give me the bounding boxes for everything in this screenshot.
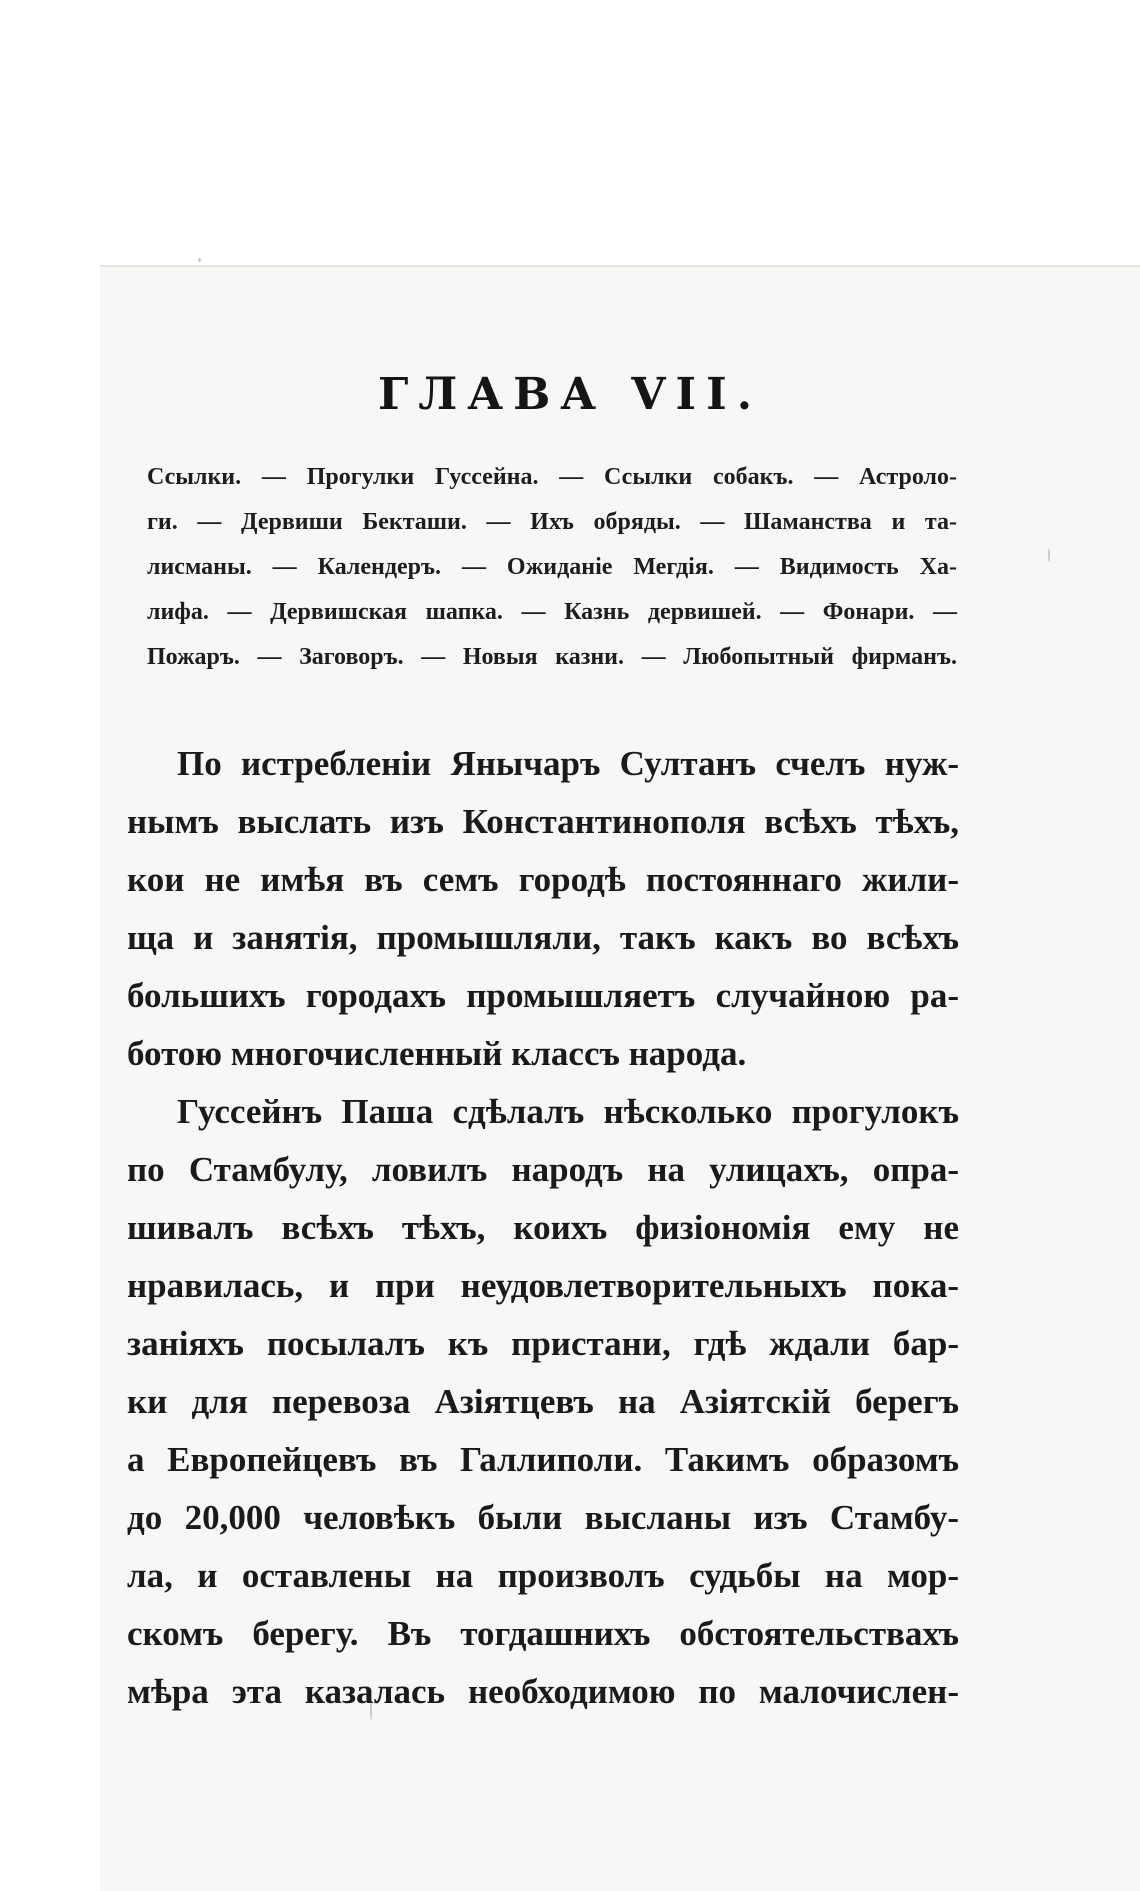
body-line: шивалъ всѣхъ тѣхъ, коихъ физіономія ему не [127, 1208, 959, 1247]
body-line: а Европейцевъ въ Галлиполи. Такимъ образомъ [127, 1440, 959, 1479]
synopsis-line: лифа. — Дервишская шапка. — Казнь дервишей. — Фонари. — [147, 599, 957, 625]
synopsis-line: Ссылки. — Прогулки Гуссейна. — Ссылки собакъ. — Астроло- [147, 464, 957, 490]
scan-speck [198, 258, 201, 262]
body-line: мѣра эта казалась необходимою по малочислен- [127, 1672, 959, 1711]
scan-speck [1048, 548, 1050, 562]
body-line: ла, и оставлены на произволъ судьбы на мор- [127, 1556, 959, 1595]
body-line: нравилась, и при неудовлетворительныхъ пока- [127, 1266, 959, 1305]
body-line: заніяхъ посылалъ къ пристани, гдѣ ждали бар- [127, 1324, 959, 1363]
page-top-edge [100, 265, 1140, 267]
synopsis-line: ги. — Дервиши Бекташи. — Ихъ обряды. — Шаманства и та- [147, 509, 957, 535]
synopsis-line: Пожаръ. — Заговоръ. — Новыя казни. — Любопытный фирманъ. [147, 644, 957, 670]
body-text [127, 735, 959, 1721]
body-line: ща и занятія, промышляли, такъ какъ во всѣхъ [127, 918, 959, 957]
body-line: по Стамбулу, ловилъ народъ на улицахъ, опра- [127, 1150, 959, 1189]
chapter-title: ГЛАВА VII. [377, 369, 763, 421]
body-line: скомъ берегу. Въ тогдашнихъ обстоятельствахъ [127, 1614, 959, 1653]
body-line: Гуссейнъ Паша сдѣлалъ нѣсколько прогулокъ [177, 1092, 959, 1131]
body-line: ки для перевоза Азіятцевъ на Азіятскій берегъ [127, 1382, 959, 1421]
body-line: По истребленіи Янычаръ Султанъ счелъ нуж- [177, 744, 959, 783]
body-line: до 20,000 человѣкъ были высланы изъ Стамбу- [127, 1498, 959, 1537]
synopsis-line: лисманы. — Календеръ. — Ожиданіе Мегдія. — Видимость Ха- [147, 554, 957, 580]
body-line: нымъ выслать изъ Константинополя всѣхъ тѣхъ, [127, 802, 959, 841]
body-line: ботою многочисленный классъ народа. [127, 1034, 747, 1073]
chapter-synopsis [147, 455, 957, 680]
body-line: кои не имѣя въ семъ городѣ постояннаго жили- [127, 860, 959, 899]
body-line: большихъ городахъ промышляетъ случайною ра- [127, 976, 959, 1015]
